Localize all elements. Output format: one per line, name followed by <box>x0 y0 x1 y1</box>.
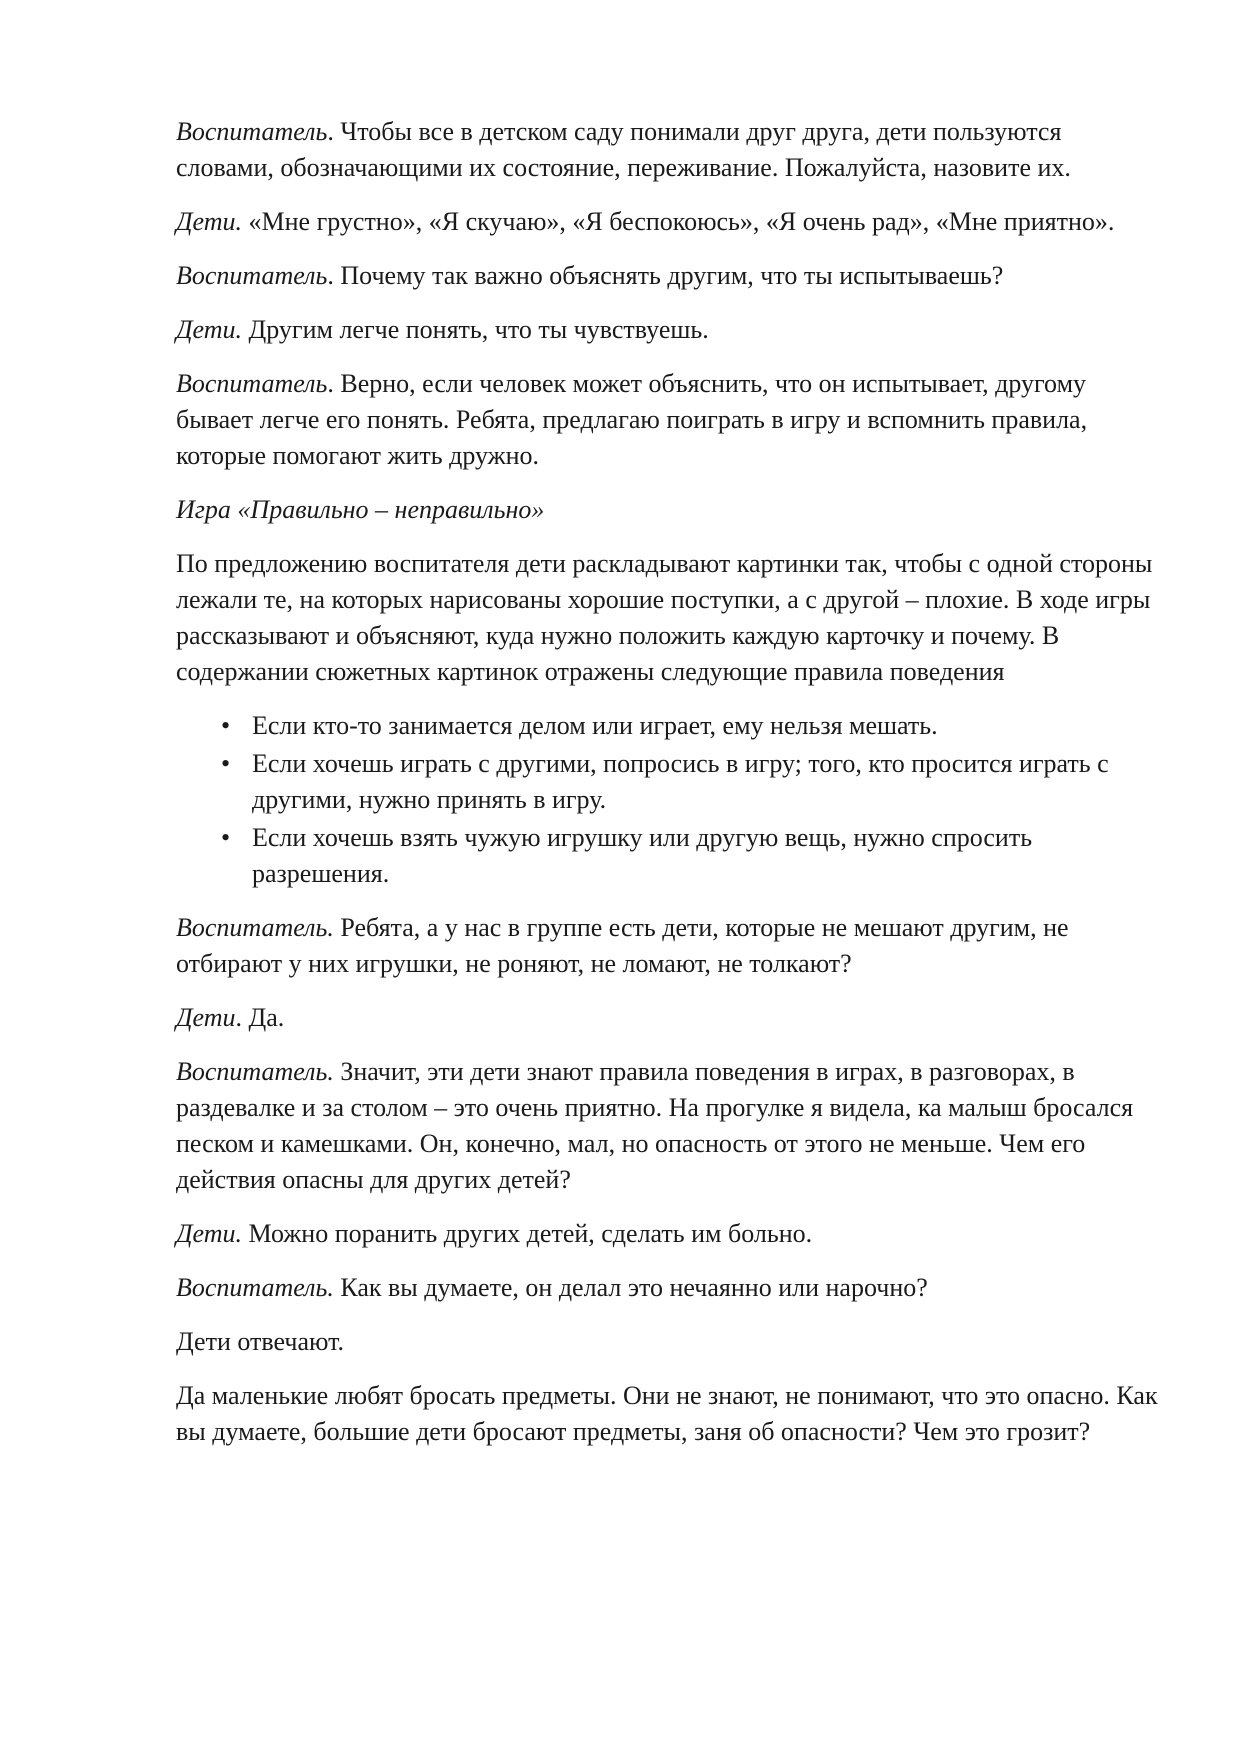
dialogue-text: Значит, эти дети знают правила поведения в играх, в разговорах, в раздевалке и за столом – это очень приятно. На прогулке я видела, ка малыш бросался песком и камешками. Он, конечно, мал, но опасность от этого не меньше. Чем его действия опасны для других детей? <box>176 1057 1134 1194</box>
rule-item <box>176 820 1161 892</box>
speaker-separator: . <box>327 369 334 398</box>
rule-text: Если хочешь взять чужую игрушку или другую вещь, нужно спросить разрешения. <box>252 823 1033 888</box>
dialogue-text: Верно, если человек может объяснить, что он испытывает, другому бывает легче его понять. Ребята, предлагаю поиграть в игру и вспомнить правила, которые помогают жить дружно. <box>176 369 1088 470</box>
speaker-label: Воспитатель. <box>176 913 334 942</box>
dialogue-paragraph <box>176 1270 1161 1306</box>
rule-text: Если хочешь играть с другими, попросись в игру; того, кто просится играть с другими, нужно принять в игру. <box>252 749 1109 814</box>
speaker-label: Дети. <box>176 315 243 344</box>
speaker-separator: . <box>235 1003 243 1032</box>
bullet-icon: • <box>221 711 231 740</box>
document-page <box>176 114 1161 1468</box>
rule-item <box>176 708 1161 744</box>
speaker-label: Воспитатель <box>176 117 328 146</box>
bullet-icon: • <box>221 749 231 778</box>
game-title: Игра «Правильно – неправильно» <box>176 495 545 524</box>
speaker-label: Воспитатель <box>176 369 328 398</box>
rule-text: Если кто-то занимается делом или играет, ему нельзя мешать. <box>252 711 938 740</box>
dialogue-paragraph <box>176 204 1161 240</box>
dialogue-text: Как вы думаете, он делал это нечаянно или нарочно? <box>333 1273 928 1302</box>
dialogue-paragraph <box>176 1216 1161 1252</box>
rule-item <box>176 746 1161 818</box>
speaker-label: Воспитатель. <box>176 1273 334 1302</box>
dialogue-text: Да. <box>242 1003 285 1032</box>
dialogue-text: Чтобы все в детском саду понимали друг друга, дети пользуются словами, обозначающими их состояние, переживание. Пожалуйста, назовите их. <box>176 117 1071 182</box>
speaker-label: Дети. <box>176 207 243 236</box>
speaker-separator: . <box>327 261 334 290</box>
speaker-label: Воспитатель. <box>176 1057 334 1086</box>
speaker-separator: . <box>327 117 334 146</box>
rules-list <box>176 708 1161 892</box>
speaker-label: Дети. <box>176 1219 243 1248</box>
dialogue-paragraph <box>176 114 1161 186</box>
dialogue-text: Почему так важно объяснять другим, что ты испытываешь? <box>333 261 1004 290</box>
narration-paragraph: Дети отвечают. <box>176 1327 345 1356</box>
dialogue-paragraph <box>176 910 1161 982</box>
dialogue-paragraph <box>176 312 1161 348</box>
dialogue-text: Ребята, а у нас в группе есть дети, которые не мешают другим, не отбирают у них игрушки, не роняют, не ломают, не толкают? <box>176 913 1069 978</box>
speaker-label: Дети <box>176 1003 236 1032</box>
dialogue-paragraph <box>176 1000 1161 1036</box>
narration-paragraph: Да маленькие любят бросать предметы. Они не знают, не понимают, что это опасно. Как вы думаете, большие дети бросают предметы, заня об опасности? Чем это грозит? <box>176 1381 1158 1446</box>
dialogue-paragraph <box>176 366 1161 474</box>
speaker-label: Воспитатель <box>176 261 328 290</box>
dialogue-text: «Мне грустно», «Я скучаю», «Я беспокоюсь», «Я очень рад», «Мне приятно». <box>242 207 1115 236</box>
dialogue-text: Можно поранить других детей, сделать им больно. <box>242 1219 813 1248</box>
dialogue-text: Другим легче понять, что ты чувствуешь. <box>242 315 709 344</box>
bullet-icon: • <box>221 823 231 852</box>
dialogue-paragraph <box>176 258 1161 294</box>
game-description: По предложению воспитателя дети раскладывают картинки так, чтобы с одной стороны лежали те, на которых нарисованы хорошие поступки, а с другой – плохие. В ходе игры рассказывают и объясняют, куда нужно положить каждую карточку и почему. В содержании сюжетных картинок отражены следующие правила поведения <box>176 549 1153 686</box>
dialogue-paragraph <box>176 1054 1161 1198</box>
